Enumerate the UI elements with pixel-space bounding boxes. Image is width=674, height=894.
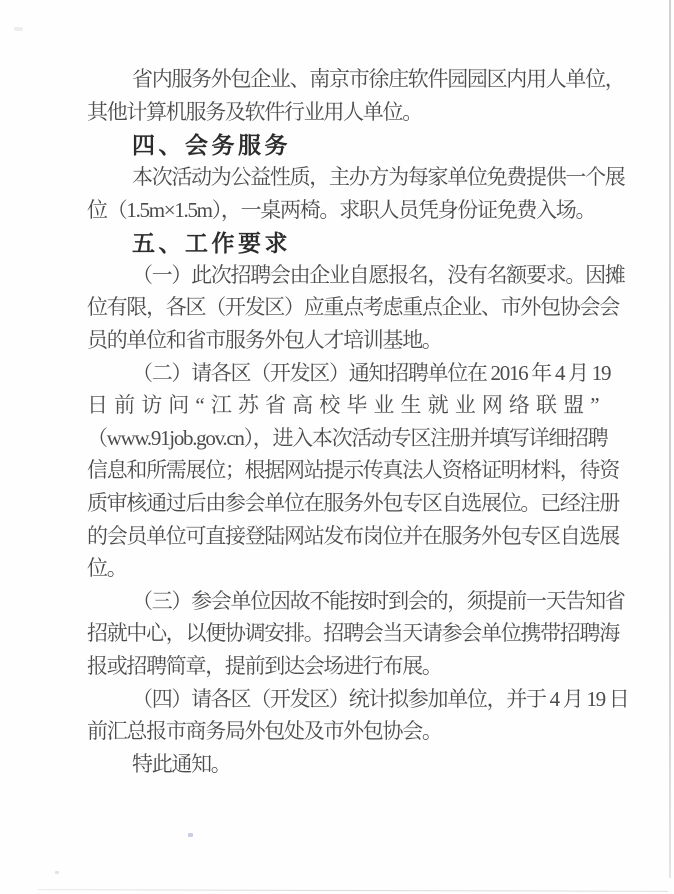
doc-line: （www.91job.gov.cn），进入本次活动专区注册并填写详细招聘 xyxy=(87,425,608,450)
doc-line: 员的单位和省市服务外包人才培训基地。 xyxy=(87,328,442,353)
doc-line: （三）参会单位因故不能按时到会的，须提前一天告知省 xyxy=(132,588,625,613)
doc-line: 特此通知。 xyxy=(132,751,231,776)
doc-line: 报或招聘简章，提前到达会场进行布展。 xyxy=(87,653,442,678)
doc-line: 位。 xyxy=(87,556,127,581)
doc-line: 位（1.5m×1.5m），一桌两椅。求职人员凭身份证免费入场。 xyxy=(87,197,596,222)
scan-speck xyxy=(55,871,59,874)
scan-edge-right-line xyxy=(669,0,671,878)
section-heading-4: 四、会务服务 xyxy=(132,131,291,158)
section-heading-5: 五、工作要求 xyxy=(132,229,291,256)
doc-line: 其他计算机服务及软件行业用人单位。 xyxy=(87,99,422,124)
notice-body xyxy=(87,62,629,779)
doc-line: （四）请各区（开发区）统计拟参加单位，并于 4 月 19 日 xyxy=(132,686,629,711)
doc-line: 质审核通过后由参会单位在服务外包专区自选展位。已经注册 xyxy=(87,491,619,516)
scan-speck xyxy=(14,27,23,31)
doc-line: 信息和所需展位；根据网站提示传真法人资格证明材料，待资 xyxy=(87,458,619,483)
doc-line: 招就中心，以便协调安排。招聘会当天请参会单位携带招聘海 xyxy=(87,621,619,646)
scan-edge-bottom-line xyxy=(38,889,668,892)
doc-line: 前汇总报市商务局外包处及市外包协会。 xyxy=(87,719,442,744)
doc-line: 位有限，各区（开发区）应重点考虑重点企业、市外包协会会 xyxy=(87,295,619,320)
doc-line: 本次活动为公益性质，主办方为每家单位免费提供一个展 xyxy=(132,165,625,190)
doc-line: （二）请各区（开发区）通知招聘单位在 2016 年 4 月 19 xyxy=(132,360,611,385)
scan-speck xyxy=(188,833,193,837)
doc-line: 日前访问“江苏省高校毕业生就业网络联盟” xyxy=(87,393,606,418)
doc-line: 的会员单位可直接登陆网站发布岗位并在服务外包专区自选展 xyxy=(87,523,619,548)
doc-line: （一）此次招聘会由企业自愿报名，没有名额要求。因摊 xyxy=(132,262,625,287)
doc-line: 省内服务外包企业、南京市徐庄软件园园区内用人单位， xyxy=(132,67,625,92)
